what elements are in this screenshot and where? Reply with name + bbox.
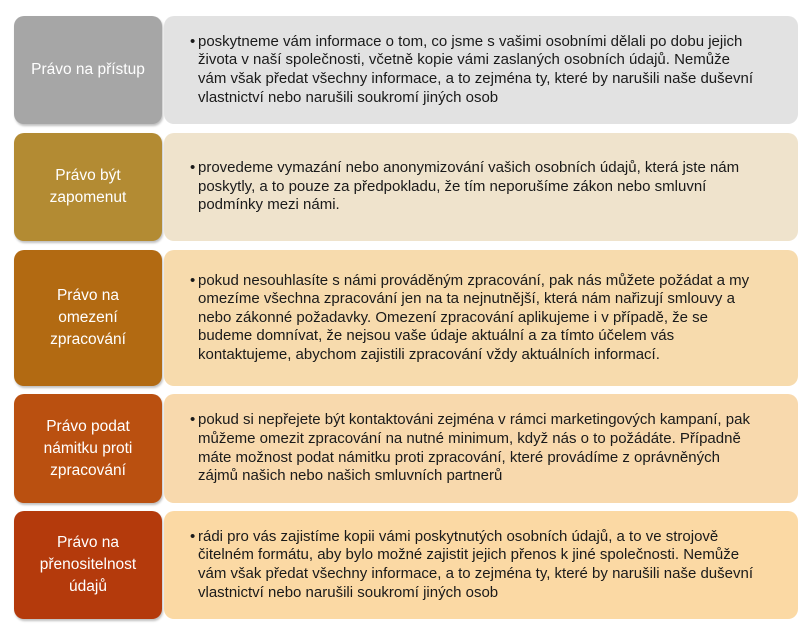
right-label-portability — [14, 511, 162, 619]
right-label-objection — [14, 394, 162, 503]
bullet-marker: • — [190, 411, 196, 429]
bullet-marker: • — [190, 271, 196, 289]
right-label-text: Právo podat námitku proti zpracování — [43, 417, 133, 479]
right-label-text: Právo na omezení zpracování — [50, 287, 126, 348]
right-description-erasure — [164, 133, 798, 241]
right-description-objection — [164, 394, 798, 503]
bullet-marker: • — [190, 32, 196, 50]
right-label-erasure — [14, 133, 162, 241]
bullet-marker: • — [190, 527, 196, 545]
right-label-access — [14, 16, 162, 124]
right-description-portability — [164, 511, 798, 619]
right-label-text: Právo na přenositelnost údajů — [39, 534, 137, 595]
right-label-restriction — [14, 250, 162, 386]
right-label-text: Právo být zapomenut — [49, 167, 127, 206]
right-description-text: rádi pro vás zajistíme kopii vámi poskytnutých osobních údajů, a to ve strojově čitelném formátu, aby bylo možné zajistit jejich přenos k jiné společnosti. Nemůže vám však předat všechny informace, a to zejména ty, které by narušili naše duševní vlastnictví nebo narušili soukromí jiných osob — [198, 527, 753, 601]
right-description-text: poskytneme vám informace o tom, co jsme s vašimi osobními dělali po dobu jejich života v naší společnosti, včetně kopie vámi zaslaných osobních údajů. Nemůže vám však předat všechny informace, a to zejména ty, které by narušili naše duševní vlastnictví nebo narušili soukromí jiných osob — [198, 32, 753, 106]
bullet-marker: • — [190, 159, 196, 177]
right-description-access — [164, 16, 798, 124]
right-description-text: pokud nesouhlasíte s námi prováděným zpracování, pak nás můžete požádat a my omezíme všechna zpracování jen na ta nejnutnější, která nám nařizují smlouvy a nebo zákonné požadavky. Omezení zpracování aplikujeme i v případě, že se budeme domnívat, že nejsou vaše údaje aktuální a za tímto účelem vás kontaktujeme, abychom zajistili zpracování vždy aktuálních informací. — [198, 271, 750, 363]
right-description-text: provedeme vymazání nebo anonymizování vašich osobních údajů, která jste nám poskytly, a to pouze za předpokladu, že tím neporušíme zákon nebo smluvní podmínky mezi námi. — [198, 159, 740, 214]
right-description-restriction — [164, 250, 798, 386]
right-label-text: Právo na přístup — [31, 61, 145, 78]
right-description-text: pokud si nepřejete být kontaktováni zejména v rámci marketingových kampaní, pak můžeme omezit zpracování na nutné minimum, když nás o to požádáte. Případně máte možnost podat námitku proti zpracování, které provádíme z oprávněných zájmů našich nebo našich smluvních partnerů — [198, 411, 750, 485]
